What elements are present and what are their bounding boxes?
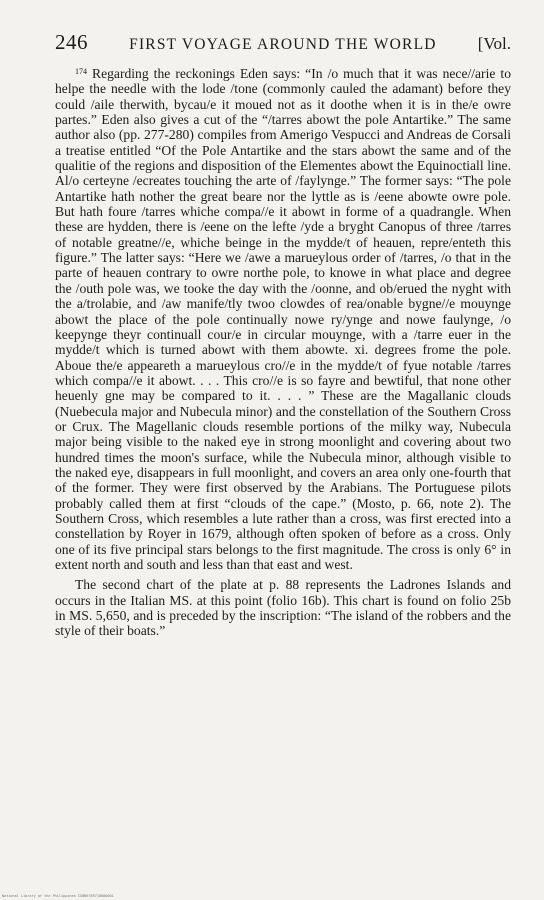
footnote-paragraph-1-text: Regarding the reckonings Eden says: “In /o much that it was nece//arie to helpe the needle with the lode /tone (commonly cauled the adamant) before they could /aile therwith, bycau/e it moued not as it doothe when it is in the/e owre partes.” Eden also gives a cut of the “/tarres abowt the pole Antartike.” The same author also (pp. 277-280) compiles from Amerigo Vespucci and Andreas de Corsali a treatise entitled “Of the Pole Antartike and the stars abowt the same and of the qualitie of the regions and disposition of the Elementes abowt the Equinoctiall line. Al/o certeyne /ecreates touching the arte of /faylynge.” The former says: “The pole Antartike hath nother the great beare nor the lyttle as is /eene abowte owre pole. But hath foure /tarres whiche compa//e it abowt in forme of a quadrangle. When these are hydden, there is /eene on the lefte /yde a bryght Canopus of three /tarres of notable greatne//e, whiche beinge in the mydde/t of heauen, repre/enteth this figure.” The latter says: “Here we /awe a marueylous order of /tarres, /o that in the parte of heauen contrary to owre northe pole, to knowe in what place and degree the /outh pole was, we tooke the day with the /oonne, and ob/erued the nyght with the a/trolabie, and /aw manife/tly twoo clowdes of rea/onable bygne//e mouynge abowt the place of the pole continually nowe ry/ynge and nowe faulynge, /o keepynge theyr continuall cour/e in circular mouynge, with a /tarre euer in the mydde/t which is turned abowt with them abowte. xi. degrees frome the pole. Aboue the/e appeareth a marueylous cro//e in the mydde/t of fyue notable /tarres which compa//e it abowt. . . . This cro//e is so fayre and bewtiful, that none other heuenly gne may be compared to it. . . . ” These are the Magallanic clouds (Nuebecula major and Nubecula minor) and the constellation of the Southern Cross or Crux. The Magellanic clouds resemble portions of the milky way, Nubecula major being visible to the naked eye in strong moonlight and covering about two hundred times the moon's surface, while the Nubecula minor, although visible to the naked eye, disappears in full moonlight, and covers an area only one-fourth that of the former. They were first observed by the Arabians. The Portuguese pilots probably called them at first “clouds of the cape.” (Mosto, p. 66, note 2). The Southern Cross, which resembles a lute rather than a cross, was first erected into a constellation by Royer in 1679, although often spoken of before as a cross. Only one of its five principal stars belongs to the first magnitude. The cross is only 6° in extent north and south and less than that east and west. [55,66,511,572]
footnote-marker: 174 [75,67,87,76]
page-number: 246 [55,30,88,54]
footnote-paragraph [55,66,511,572]
running-title: FIRST VOYAGE AROUND THE WORLD [129,36,437,53]
volume-marker: [Vol. [477,34,511,53]
footnote-paragraph-2: The second chart of the plate at p. 88 represents the Ladrones Islands and occurs in the Italian MS. at this point (folio 16b). This chart is found on folio 25b in MS. 5,650, and is preceded by the inscription: “The island of the robbers and the style of their boats.” [55,577,511,639]
scan-credit: National Library of the Philippines ISBN9789710000001 [2,894,114,898]
page-header [55,30,511,54]
footnote-text [55,66,511,639]
